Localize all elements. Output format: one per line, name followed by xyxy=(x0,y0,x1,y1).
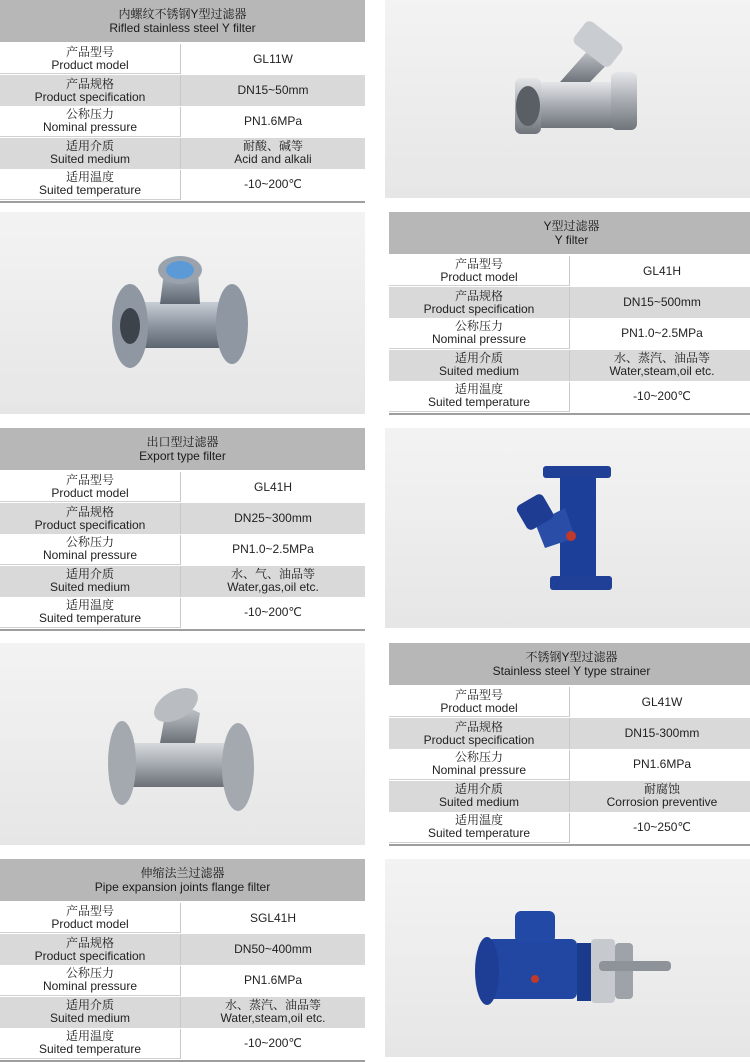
spec-value xyxy=(570,287,750,317)
product-spec-table-5 xyxy=(0,859,365,1062)
label-english: Product specification xyxy=(423,301,535,316)
label-english: Product model xyxy=(51,57,129,72)
title-chinese: 出口型过滤器 xyxy=(146,435,219,449)
value-text: PN1.6MPa xyxy=(632,757,692,772)
spec-value xyxy=(570,687,750,717)
spec-value xyxy=(570,718,750,748)
title-english: Y filter xyxy=(554,233,589,247)
label-chinese: 公称压力 xyxy=(454,750,503,765)
spec-label xyxy=(0,75,181,105)
spec-row xyxy=(0,903,365,934)
spec-row xyxy=(389,256,750,287)
value-text: DN15~50mm xyxy=(237,83,309,98)
product-spec-table-3 xyxy=(0,428,365,631)
spec-row xyxy=(0,107,365,138)
spec-row xyxy=(0,472,365,503)
spec-value xyxy=(181,598,365,628)
spec-row xyxy=(0,503,365,534)
label-english: Product model xyxy=(440,700,518,715)
value-text: DN25~300mm xyxy=(234,511,312,526)
spec-label xyxy=(0,966,181,996)
label-english: Product specification xyxy=(34,89,146,104)
product-spec-table-1 xyxy=(0,0,365,203)
value-chinese: 水、气、油品等 xyxy=(230,567,315,582)
label-chinese: 产品规格 xyxy=(65,935,114,950)
label-english: Product model xyxy=(51,916,129,931)
spec-label xyxy=(0,903,181,933)
spec-row xyxy=(0,598,365,629)
label-chinese: 产品规格 xyxy=(454,719,503,734)
spec-value xyxy=(181,966,365,996)
spec-row xyxy=(0,934,365,965)
spec-label xyxy=(0,44,181,74)
spec-value xyxy=(570,256,750,286)
value-chinese: 水、蒸汽、油品等 xyxy=(613,351,710,366)
stainless-threaded-y-filter-image xyxy=(385,0,750,198)
spec-label xyxy=(0,138,181,168)
spec-label xyxy=(0,170,181,200)
spec-row xyxy=(0,966,365,997)
product-spec-table-4 xyxy=(389,643,750,846)
label-chinese: 产品型号 xyxy=(65,44,114,59)
value-text: GL11W xyxy=(253,51,293,66)
spec-table-title xyxy=(0,0,365,44)
spec-value xyxy=(181,997,365,1027)
label-chinese: 产品型号 xyxy=(454,687,503,702)
label-english: Suited medium xyxy=(49,1011,131,1026)
flanged-y-filter-image xyxy=(0,212,365,414)
spec-row xyxy=(389,319,750,350)
label-chinese: 适用介质 xyxy=(65,998,114,1013)
spec-label xyxy=(389,382,570,412)
spec-value xyxy=(570,382,750,412)
blue-expansion-joint-filter-image xyxy=(385,859,750,1057)
value-text: SGL41H xyxy=(249,910,297,925)
spec-label xyxy=(389,750,570,780)
value-text: -10~200℃ xyxy=(244,605,302,620)
value-text: PN1.0~2.5MPa xyxy=(232,542,314,557)
value-text: PN1.6MPa xyxy=(243,114,303,129)
label-chinese: 产品型号 xyxy=(65,472,114,487)
label-english: Suited medium xyxy=(49,152,131,167)
spec-label xyxy=(0,598,181,628)
title-chinese: 内螺纹不锈钢Y型过滤器 xyxy=(118,7,247,21)
spec-row xyxy=(0,138,365,169)
spec-label xyxy=(389,287,570,317)
label-chinese: 适用温度 xyxy=(65,170,114,185)
spec-label xyxy=(389,718,570,748)
spec-row xyxy=(389,382,750,413)
spec-table-title xyxy=(0,428,365,472)
label-chinese: 产品规格 xyxy=(454,288,503,303)
label-english: Suited medium xyxy=(438,795,520,810)
label-chinese: 适用介质 xyxy=(65,567,114,582)
spec-row xyxy=(389,750,750,781)
spec-label xyxy=(389,687,570,717)
product-spec-table-2 xyxy=(389,212,750,415)
label-chinese: 产品规格 xyxy=(65,76,114,91)
spec-value xyxy=(570,750,750,780)
value-text: Water,steam,oil etc. xyxy=(609,364,715,379)
value-chinese: 耐腐蚀 xyxy=(643,782,680,797)
spec-value xyxy=(181,903,365,933)
label-english: Suited temperature xyxy=(38,1042,142,1057)
value-text: -10~250℃ xyxy=(633,820,691,835)
spec-row xyxy=(389,781,750,812)
label-chinese: 适用介质 xyxy=(454,782,503,797)
spec-label xyxy=(0,107,181,137)
spec-value xyxy=(570,319,750,349)
value-text: DN15~500mm xyxy=(623,295,701,310)
spec-row xyxy=(0,997,365,1028)
label-chinese: 适用温度 xyxy=(65,598,114,613)
spec-value xyxy=(181,44,365,74)
value-text: Water,gas,oil etc. xyxy=(227,580,319,595)
spec-value xyxy=(181,503,365,533)
spec-label xyxy=(389,781,570,811)
spec-label xyxy=(0,934,181,964)
label-chinese: 产品型号 xyxy=(65,903,114,918)
label-english: Suited medium xyxy=(438,364,520,379)
spec-value xyxy=(181,472,365,502)
stainless-flanged-y-strainer-image xyxy=(0,643,365,845)
value-text: GL41H xyxy=(642,263,682,278)
value-text: GL41H xyxy=(253,479,293,494)
spec-table-title xyxy=(389,643,750,687)
blue-export-y-filter-image xyxy=(385,428,750,628)
spec-label xyxy=(0,566,181,596)
value-text: -10~200℃ xyxy=(633,389,691,404)
label-english: Nominal pressure xyxy=(431,763,527,778)
label-chinese: 适用介质 xyxy=(454,351,503,366)
spec-value xyxy=(181,1029,365,1059)
spec-table-title xyxy=(389,212,750,256)
label-english: Nominal pressure xyxy=(42,120,138,135)
spec-value xyxy=(181,170,365,200)
spec-value xyxy=(181,107,365,137)
label-english: Nominal pressure xyxy=(42,548,138,563)
spec-label xyxy=(389,813,570,843)
spec-value xyxy=(570,781,750,811)
spec-row xyxy=(0,170,365,201)
label-chinese: 适用温度 xyxy=(454,813,503,828)
title-english: Export type filter xyxy=(139,449,226,463)
title-chinese: Y型过滤器 xyxy=(543,219,600,233)
value-text: GL41W xyxy=(641,694,683,709)
value-text: -10~200℃ xyxy=(244,1036,302,1051)
spec-label xyxy=(389,350,570,380)
spec-row xyxy=(389,350,750,381)
title-chinese: 不锈钢Y型过滤器 xyxy=(525,650,618,664)
label-chinese: 公称压力 xyxy=(65,966,114,981)
label-english: Suited temperature xyxy=(427,826,531,841)
spec-row xyxy=(389,813,750,844)
label-chinese: 适用温度 xyxy=(65,1029,114,1044)
spec-row xyxy=(0,44,365,75)
label-english: Nominal pressure xyxy=(431,332,527,347)
spec-label xyxy=(0,503,181,533)
spec-row xyxy=(0,75,365,106)
value-text: PN1.6MPa xyxy=(243,973,303,988)
label-chinese: 适用温度 xyxy=(454,382,503,397)
spec-label xyxy=(389,256,570,286)
label-chinese: 产品型号 xyxy=(454,256,503,271)
spec-row xyxy=(0,535,365,566)
title-english: Rifled stainless steel Y filter xyxy=(109,21,256,35)
value-chinese: 耐酸、碱等 xyxy=(242,139,303,154)
spec-value xyxy=(570,813,750,843)
label-english: Suited temperature xyxy=(38,611,142,626)
label-chinese: 产品规格 xyxy=(65,504,114,519)
spec-value xyxy=(181,535,365,565)
title-english: Pipe expansion joints flange filter xyxy=(94,880,271,894)
title-chinese: 伸缩法兰过滤器 xyxy=(140,866,225,880)
label-english: Suited temperature xyxy=(427,395,531,410)
value-text: -10~200℃ xyxy=(244,177,302,192)
label-chinese: 适用介质 xyxy=(65,139,114,154)
spec-value xyxy=(181,138,365,168)
label-english: Suited medium xyxy=(49,580,131,595)
spec-label xyxy=(0,997,181,1027)
spec-table-title xyxy=(0,859,365,903)
label-english: Product specification xyxy=(34,517,146,532)
label-english: Suited temperature xyxy=(38,183,142,198)
spec-label xyxy=(0,472,181,502)
label-chinese: 公称压力 xyxy=(65,107,114,122)
label-english: Product specification xyxy=(423,732,535,747)
spec-value xyxy=(181,566,365,596)
label-english: Product model xyxy=(51,485,129,500)
spec-label xyxy=(0,535,181,565)
value-text: Acid and alkali xyxy=(234,152,312,167)
spec-label xyxy=(0,1029,181,1059)
spec-row xyxy=(389,718,750,749)
label-chinese: 公称压力 xyxy=(454,319,503,334)
spec-value xyxy=(181,75,365,105)
spec-row xyxy=(389,687,750,718)
spec-value xyxy=(570,350,750,380)
value-chinese: 水、蒸汽、油品等 xyxy=(224,998,321,1013)
value-text: Corrosion preventive xyxy=(606,795,718,810)
label-chinese: 公称压力 xyxy=(65,535,114,550)
value-text: Water,steam,oil etc. xyxy=(220,1011,326,1026)
value-text: DN50~400mm xyxy=(234,942,312,957)
label-english: Product specification xyxy=(34,948,146,963)
spec-value xyxy=(181,934,365,964)
spec-label xyxy=(389,319,570,349)
label-english: Nominal pressure xyxy=(42,979,138,994)
value-text: DN15-300mm xyxy=(624,726,700,741)
title-english: Stainless steel Y type strainer xyxy=(492,664,651,678)
spec-row xyxy=(0,566,365,597)
value-text: PN1.0~2.5MPa xyxy=(621,326,703,341)
spec-row xyxy=(0,1029,365,1060)
label-english: Product model xyxy=(440,269,518,284)
spec-row xyxy=(389,287,750,318)
